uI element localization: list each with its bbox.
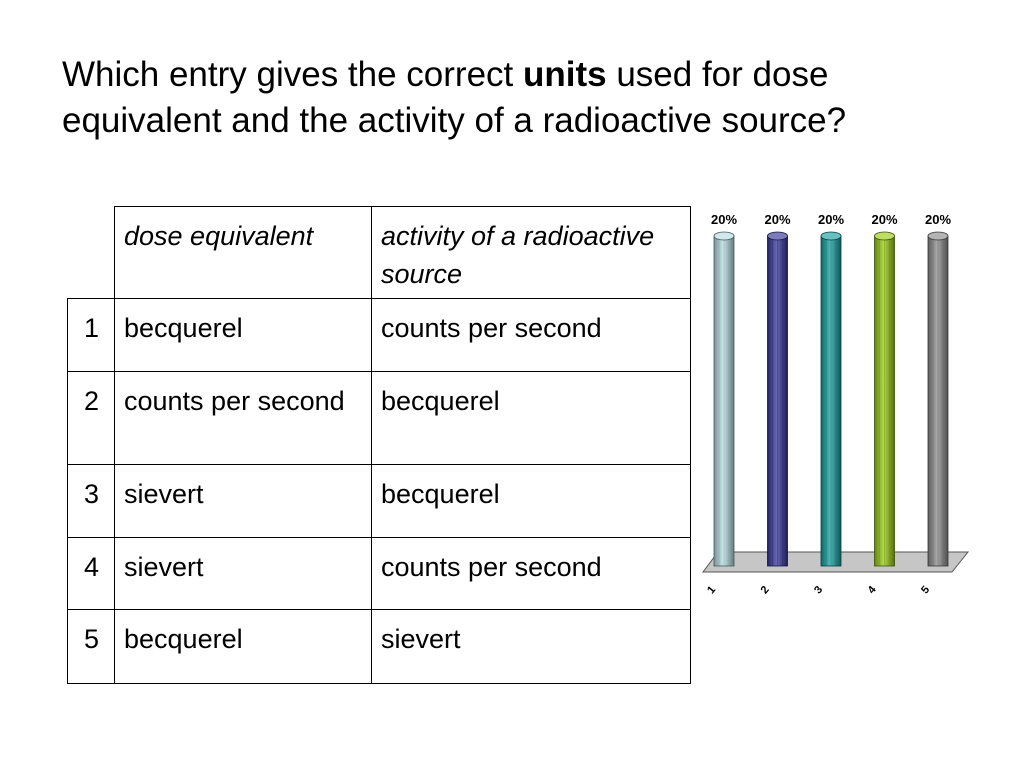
data-label-3: 20% xyxy=(817,212,845,227)
bar-4 xyxy=(875,232,895,566)
response-bar-chart xyxy=(700,200,980,610)
table-row[interactable] xyxy=(68,372,691,465)
activity-cell: becquerel xyxy=(372,465,691,538)
bar-3 xyxy=(821,232,841,566)
row-number: 1 xyxy=(68,299,115,372)
data-label-1: 20% xyxy=(710,212,738,227)
answer-table xyxy=(67,206,691,684)
table-row[interactable] xyxy=(68,610,691,684)
dose-cell: becquerel xyxy=(115,299,372,372)
activity-cell: counts per second xyxy=(372,299,691,372)
dose-cell: becquerel xyxy=(115,610,372,684)
activity-cell: sievert xyxy=(372,610,691,684)
table-header-row xyxy=(68,207,691,299)
table-row[interactable] xyxy=(68,465,691,538)
dose-cell: sievert xyxy=(115,538,372,610)
header-activity: activity of a radioactive source xyxy=(372,207,691,299)
x-tick-label-5: 5 xyxy=(919,583,933,597)
x-tick-label-4: 4 xyxy=(865,583,879,597)
bar-2 xyxy=(768,232,788,566)
bar-5 xyxy=(928,232,948,566)
row-number: 5 xyxy=(68,610,115,684)
x-tick-label-1: 1 xyxy=(705,583,719,597)
x-tick-label-3: 3 xyxy=(812,583,826,597)
question-emphasis: units xyxy=(523,55,607,94)
activity-cell: becquerel xyxy=(372,372,691,465)
question-text xyxy=(62,52,982,144)
header-dose-equivalent: dose equivalent xyxy=(115,207,372,299)
question-part-2: used for dose equivalent and the activity of a radioactive source? xyxy=(62,55,847,140)
dose-cell: sievert xyxy=(115,465,372,538)
row-number: 4 xyxy=(68,538,115,610)
x-tick-label-2: 2 xyxy=(758,583,772,597)
table-corner-cell xyxy=(68,207,115,299)
table-row[interactable] xyxy=(68,299,691,372)
row-number: 3 xyxy=(68,465,115,538)
bar-1 xyxy=(714,232,734,566)
table-row[interactable] xyxy=(68,538,691,610)
activity-cell: counts per second xyxy=(372,538,691,610)
row-number: 2 xyxy=(68,372,115,465)
data-label-4: 20% xyxy=(871,212,898,227)
data-label-5: 20% xyxy=(924,212,952,227)
question-part-1: Which entry gives the correct xyxy=(62,55,523,94)
data-label-2: 20% xyxy=(764,212,791,227)
dose-cell: counts per second xyxy=(115,372,372,465)
